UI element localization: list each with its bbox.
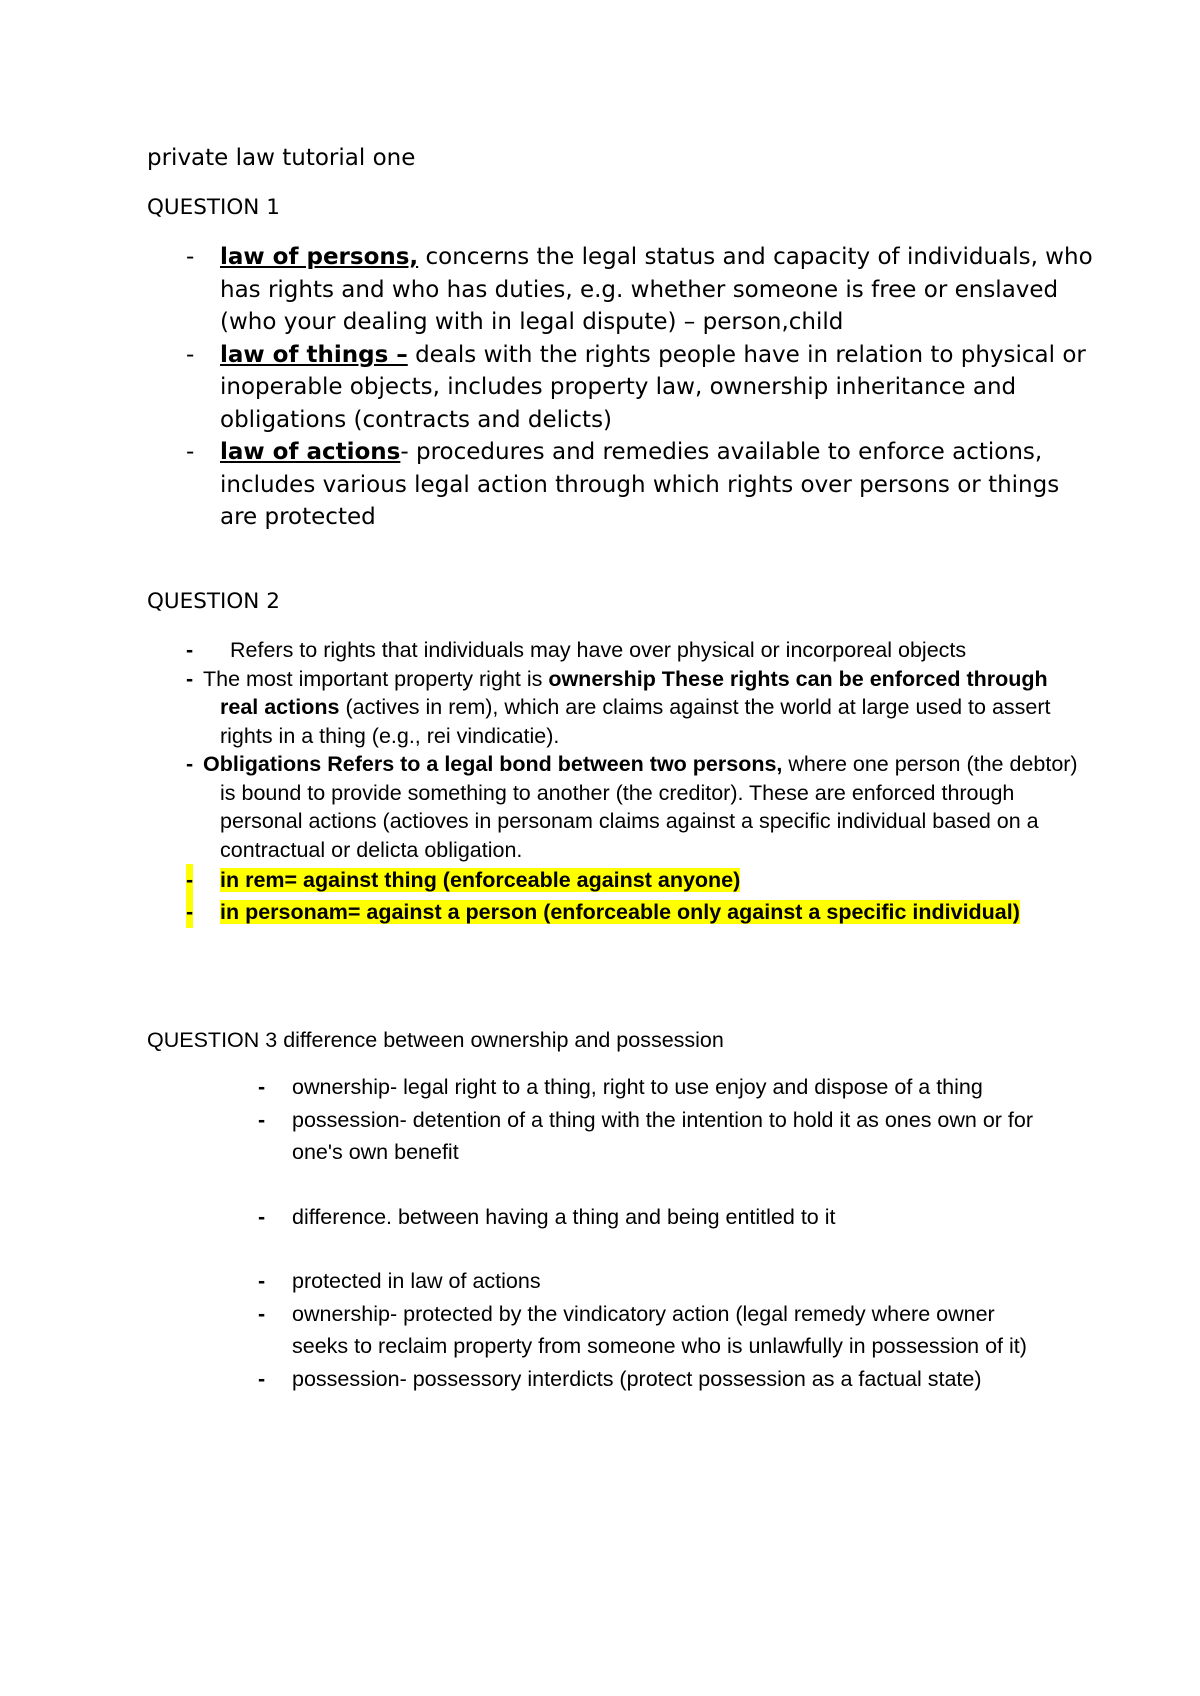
list-item: [186, 896, 1080, 928]
dash-bullet: -: [258, 1366, 266, 1391]
ownership-bold-text: ownership These rights can be enforced through real actions: [220, 666, 1048, 719]
possession-definition: possession- detention of a thing with the intention to hold it as ones own or for one's own benefit: [292, 1107, 1034, 1164]
ownership-protection-text: ownership- protected by the vindicatory action (legal remedy where owner seeks to reclaim property from someone who is unlawfully in possession of it): [292, 1301, 1027, 1358]
dash-bullet: -: [258, 1075, 266, 1099]
term-law-of-things: law of things –: [220, 341, 408, 368]
possession-protection-text: possession- possessory interdicts (protect possession as a factual state): [292, 1366, 982, 1391]
ownership-detail-text: (actives in rem), which are claims against the world at large used to assert rights in a thing (e.g., rei vindicatie).: [220, 695, 1051, 748]
dash-bullet: -: [186, 752, 194, 776]
difference-text: difference. between having a thing and being entitled to it: [292, 1204, 836, 1229]
definition-text: - procedures and remedies available to enforce actions, includes various legal action through which rights over persons or things are protected: [220, 439, 1060, 530]
term-law-of-persons: law of persons,: [220, 244, 419, 270]
list-item: [186, 864, 1080, 896]
dash-bullet: -: [186, 864, 193, 896]
question-3-list: [258, 1071, 1052, 1395]
list-item: [258, 1071, 1052, 1104]
dash-bullet: -: [186, 244, 195, 270]
in-personam-highlight: in personam= against a person (enforceable only against a specific individual): [220, 900, 1020, 924]
list-item: [258, 1363, 1052, 1396]
term-law-of-actions: law of actions: [220, 439, 401, 465]
property-rights-text: Refers to rights that individuals may have over physical or incorporeal objects: [230, 638, 967, 662]
question-3-heading: QUESTION 3 difference between ownership and possession: [147, 1028, 724, 1052]
list-item: [258, 1104, 1052, 1169]
list-item: [258, 1265, 1052, 1298]
dash-bullet: -: [258, 1301, 266, 1326]
document-title: private law tutorial one: [147, 145, 416, 171]
question-2-heading: QUESTION 2: [147, 589, 280, 614]
dash-bullet: -: [258, 1204, 266, 1229]
definition-text: deals with the rights people have in relation to physical or inoperable objects, includes property law, ownership inheritance and obligations (contracts and delicts): [220, 341, 1086, 433]
dash-bullet: -: [186, 341, 195, 368]
in-rem-highlight: in rem= against thing (enforceable against anyone): [220, 868, 741, 892]
protected-text: protected in law of actions: [292, 1269, 541, 1293]
ownership-intro-text: The most important property right is: [203, 666, 549, 691]
dash-bullet: -: [258, 1269, 266, 1293]
list-item: [186, 339, 1100, 437]
list-item: [186, 750, 1080, 864]
list-item: [186, 436, 1100, 534]
dash-bullet: -: [186, 439, 195, 465]
obligations-detail-text: where one person (the debtor) is bound to provide something to another (the creditor). These are enforced through personal actions (actioves in personam claims against a specific individual based on a contractual or delicta obligation.: [220, 752, 1078, 862]
dash-bullet: -: [186, 638, 194, 662]
question-1-list: [186, 241, 1100, 534]
list-item: [186, 241, 1100, 339]
list-item: [186, 636, 1080, 665]
obligations-bold-text: Obligations Refers to a legal bond between two persons,: [203, 752, 783, 776]
dash-bullet: -: [186, 896, 193, 928]
list-item: [258, 1201, 1052, 1234]
list-item: [258, 1298, 1052, 1363]
dash-bullet: -: [258, 1107, 266, 1132]
question-1-heading: QUESTION 1: [147, 195, 280, 220]
question-2-list: [186, 636, 1080, 928]
definition-text: concerns the legal status and capacity of individuals, who has rights and who has duties, e.g. whether someone is free or enslaved (who your dealing with in legal dispute) – person,child: [220, 244, 1093, 335]
ownership-definition: ownership- legal right to a thing, right to use enjoy and dispose of a thing: [292, 1075, 983, 1099]
dash-bullet: -: [186, 666, 194, 691]
list-item: [186, 665, 1080, 751]
